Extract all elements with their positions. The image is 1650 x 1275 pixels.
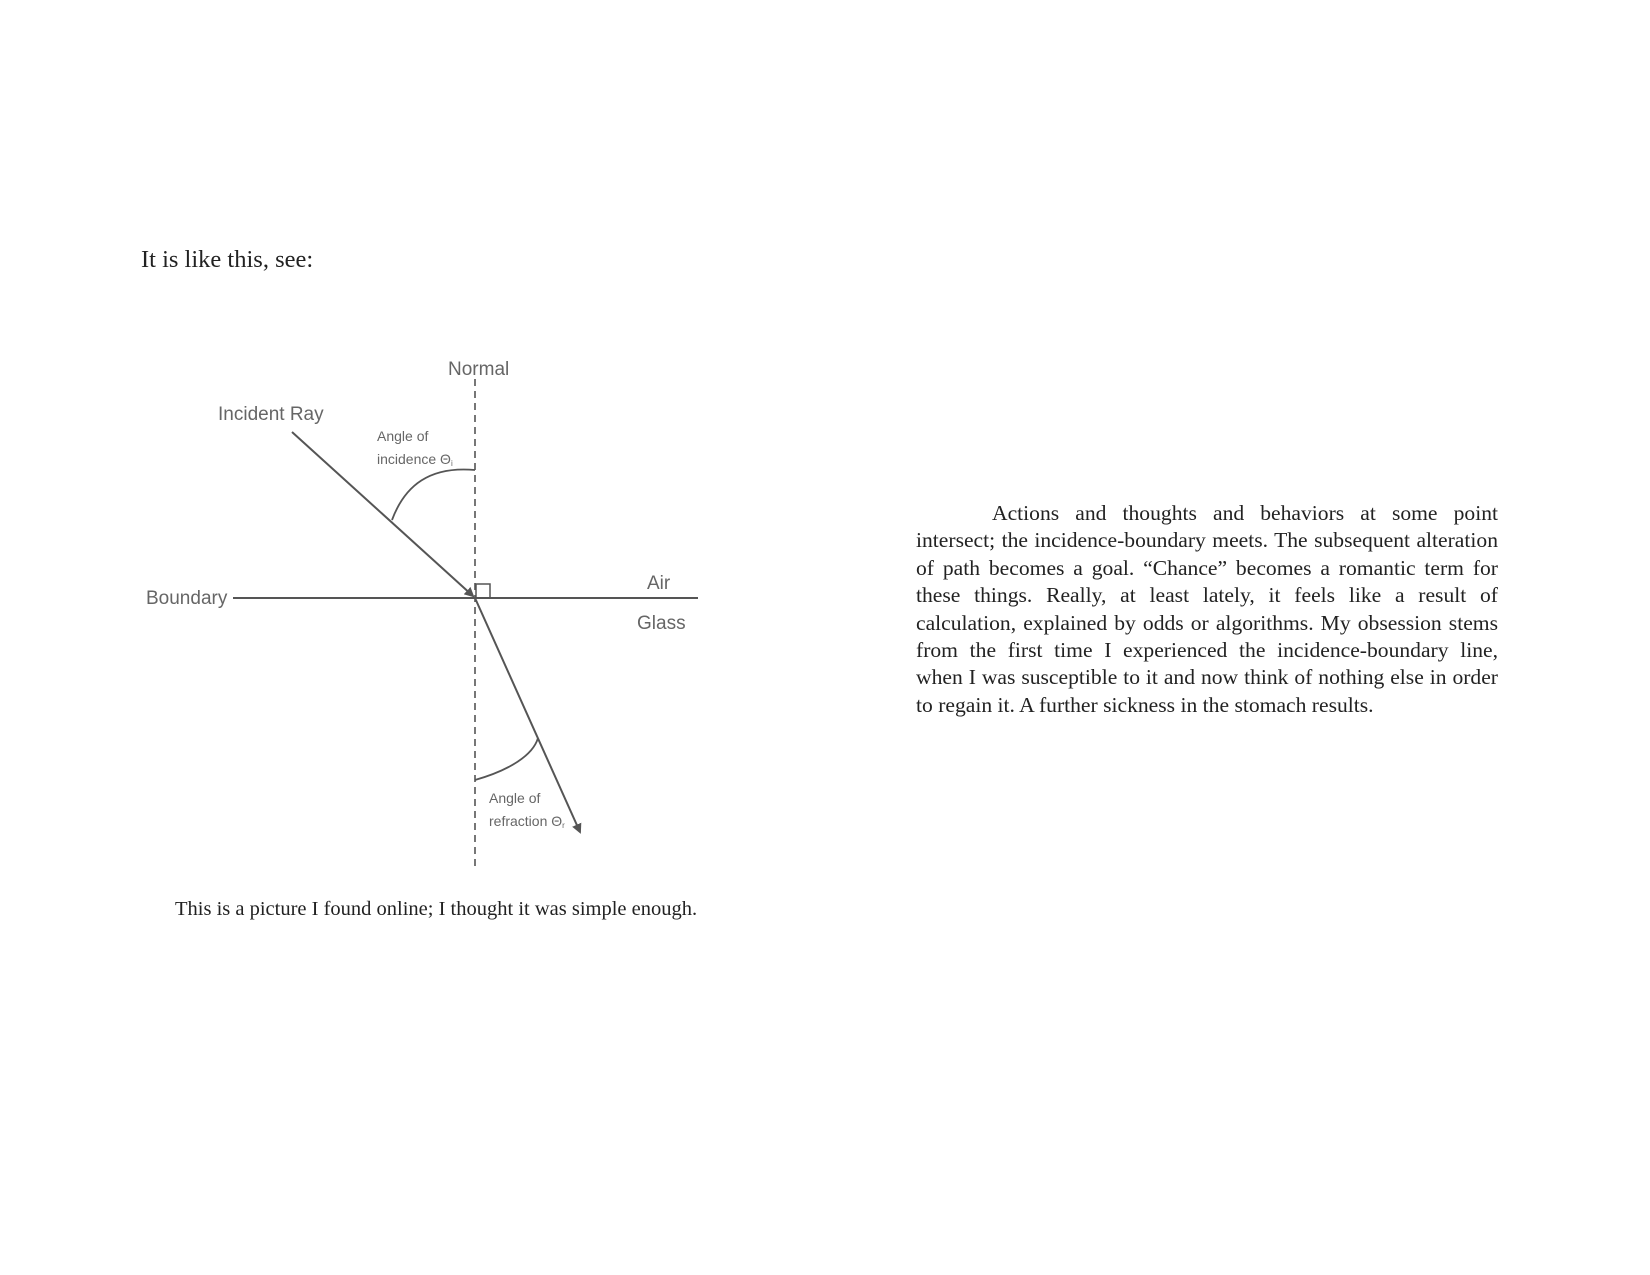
figure-caption: This is a picture I found online; I thought it was simple enough. (175, 898, 698, 920)
normal-label: Normal (448, 359, 510, 380)
glass-label: Glass (637, 613, 686, 634)
refraction-angle-label-line1: Angle of (489, 790, 541, 806)
intro-heading: It is like this, see: (141, 246, 314, 273)
boundary-label: Boundary (146, 588, 228, 609)
refraction-diagram (0, 0, 760, 900)
incidence-angle-label-line2: incidence Θi (377, 451, 453, 468)
incident-ray-label: Incident Ray (218, 404, 324, 425)
incidence-angle-arc (392, 469, 475, 520)
body-paragraph: Actions and thoughts and behaviors at some point intersect; the incidence-boundary meets. The subsequent alteration of path becomes a goal. “Chance” becomes a romantic term for these things. Really, at least lately, it feels like a result of calculation, explained by odds or algorithms. My obsession stems from the first time I experienced the incidence-boundary line, when I was susceptible to it and now think of nothing else in order to regain it. A further sickness in the stomach results. (916, 501, 1498, 717)
refraction-angle-label-line2: refraction Θr (489, 813, 565, 830)
air-label: Air (647, 573, 671, 594)
right-angle-marker (476, 584, 490, 598)
refraction-angle-arc (475, 738, 538, 780)
incidence-angle-label-line1: Angle of (377, 428, 429, 444)
